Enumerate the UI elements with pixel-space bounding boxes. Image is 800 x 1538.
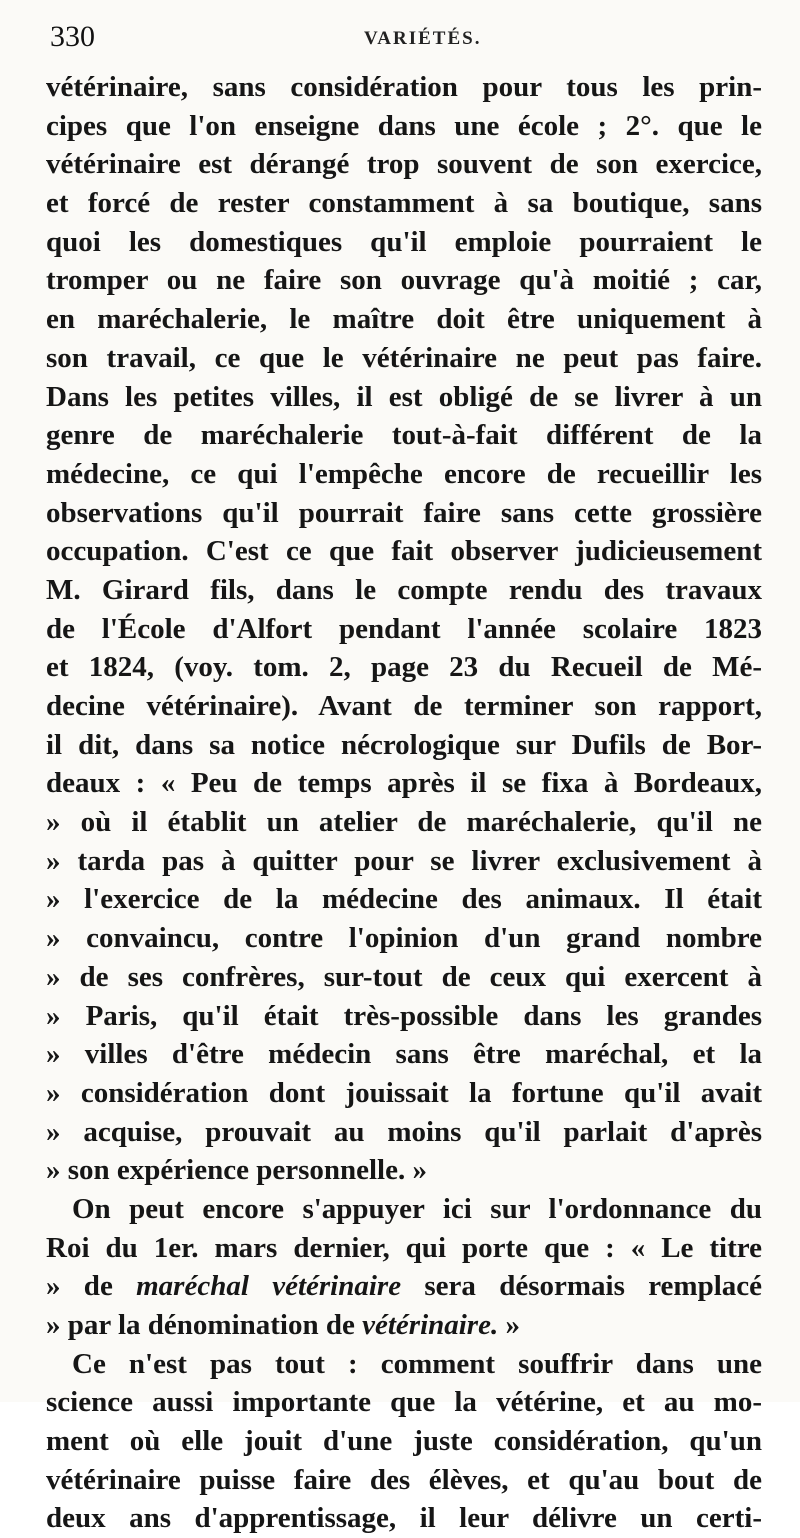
body-text [46,68,762,1538]
italic-term: vétérinaire. [362,1309,499,1341]
text-line: et forcé de rester constamment à sa boutique, sans [46,187,762,220]
text-fragment: sera désormais remplacé [424,1270,763,1303]
text-line: » tarda pas à quitter pour se livrer exclusivement à [46,844,762,877]
text-line: quoi les domestiques qu'il emploie pourraient le [46,225,762,258]
text-line: cipes que l'on enseigne dans une école ; 2°. que le [46,109,762,142]
text-line: » son expérience personnelle. » [46,1154,427,1187]
text-line: decine vétérinaire). Avant de terminer son rapport, [46,690,762,722]
text-line: son travail, ce que le vétérinaire ne peut pas faire. [46,341,762,374]
text-line: deaux : « Peu de temps après il se fixa à Bordeaux, [46,767,762,800]
text-line: deux ans d'apprentissage, il leur délivre un certi- [46,1502,762,1535]
text-line: genre de maréchalerie tout-à-fait différent de la [46,419,762,452]
text-line: Ce n'est pas tout : comment souffrir dans une [72,1347,762,1380]
page-number: 330 [50,20,95,53]
text-line: science aussi importante que la vétérine, et au mo- [46,1386,762,1419]
text-line: occupation. C'est ce que fait observer judicieusement [46,535,762,568]
italic-term: maréchal vétérinaire [136,1270,402,1303]
text-line: » de ses confrères, sur-tout de ceux qui exercent à [46,960,762,993]
text-line: » villes d'être médecin sans être maréchal, et la [46,1038,762,1071]
text-line: M. Girard fils, dans le compte rendu des travaux [46,573,762,606]
text-fragment: » par la dénomination de [46,1309,355,1341]
text-line: » convaincu, contre l'opinion d'un grand nombre [46,922,762,955]
page-header [46,14,766,58]
text-line: en maréchalerie, le maître doit être uniquement à [46,303,762,336]
text-line: On peut encore s'appuyer ici sur l'ordonnance du [72,1192,762,1225]
text-line: » où il établit un atelier de maréchalerie, qu'il ne [46,806,762,839]
text-line: médecine, ce qui l'empêche encore de recueillir les [46,457,762,490]
text-line: vétérinaire, sans considération pour tous les prin- [46,71,762,103]
text-line: et 1824, (voy. tom. 2, page 23 du Recueil de Mé- [46,651,762,684]
text-line: Roi du 1er. mars dernier, qui porte que : « Le titre [46,1231,762,1264]
text-fragment: » [505,1309,520,1341]
text-line-mixed [46,1267,762,1306]
text-line: vétérinaire puisse faire des élèves, et qu'au bout de [46,1463,762,1496]
text-line: observations qu'il pourrait faire sans cette grossière [46,496,762,529]
text-fragment: » de [46,1270,113,1303]
text-line: vétérinaire est dérangé trop souvent de son exercice, [46,148,762,181]
text-line: » Paris, qu'il était très-possible dans les grandes [46,999,762,1032]
text-line-mixed [46,1306,762,1345]
text-line: » l'exercice de la médecine des animaux. Il était [46,883,762,916]
text-line: Dans les petites villes, il est obligé de se livrer à un [46,380,762,413]
text-line: ment où elle jouit d'une juste considération, qu'un [46,1425,762,1458]
text-line: » acquise, prouvait au moins qu'il parlait d'après [46,1115,762,1148]
running-head: VARIÉTÉS. [364,28,482,49]
text-line: tromper ou ne faire son ouvrage qu'à moitié ; car, [46,264,762,297]
text-line: il dit, dans sa notice nécrologique sur Dufils de Bor- [46,728,762,761]
text-line: de l'École d'Alfort pendant l'année scolaire 1823 [46,612,762,645]
text-line: » considération dont jouissait la fortune qu'il avait [46,1076,762,1109]
